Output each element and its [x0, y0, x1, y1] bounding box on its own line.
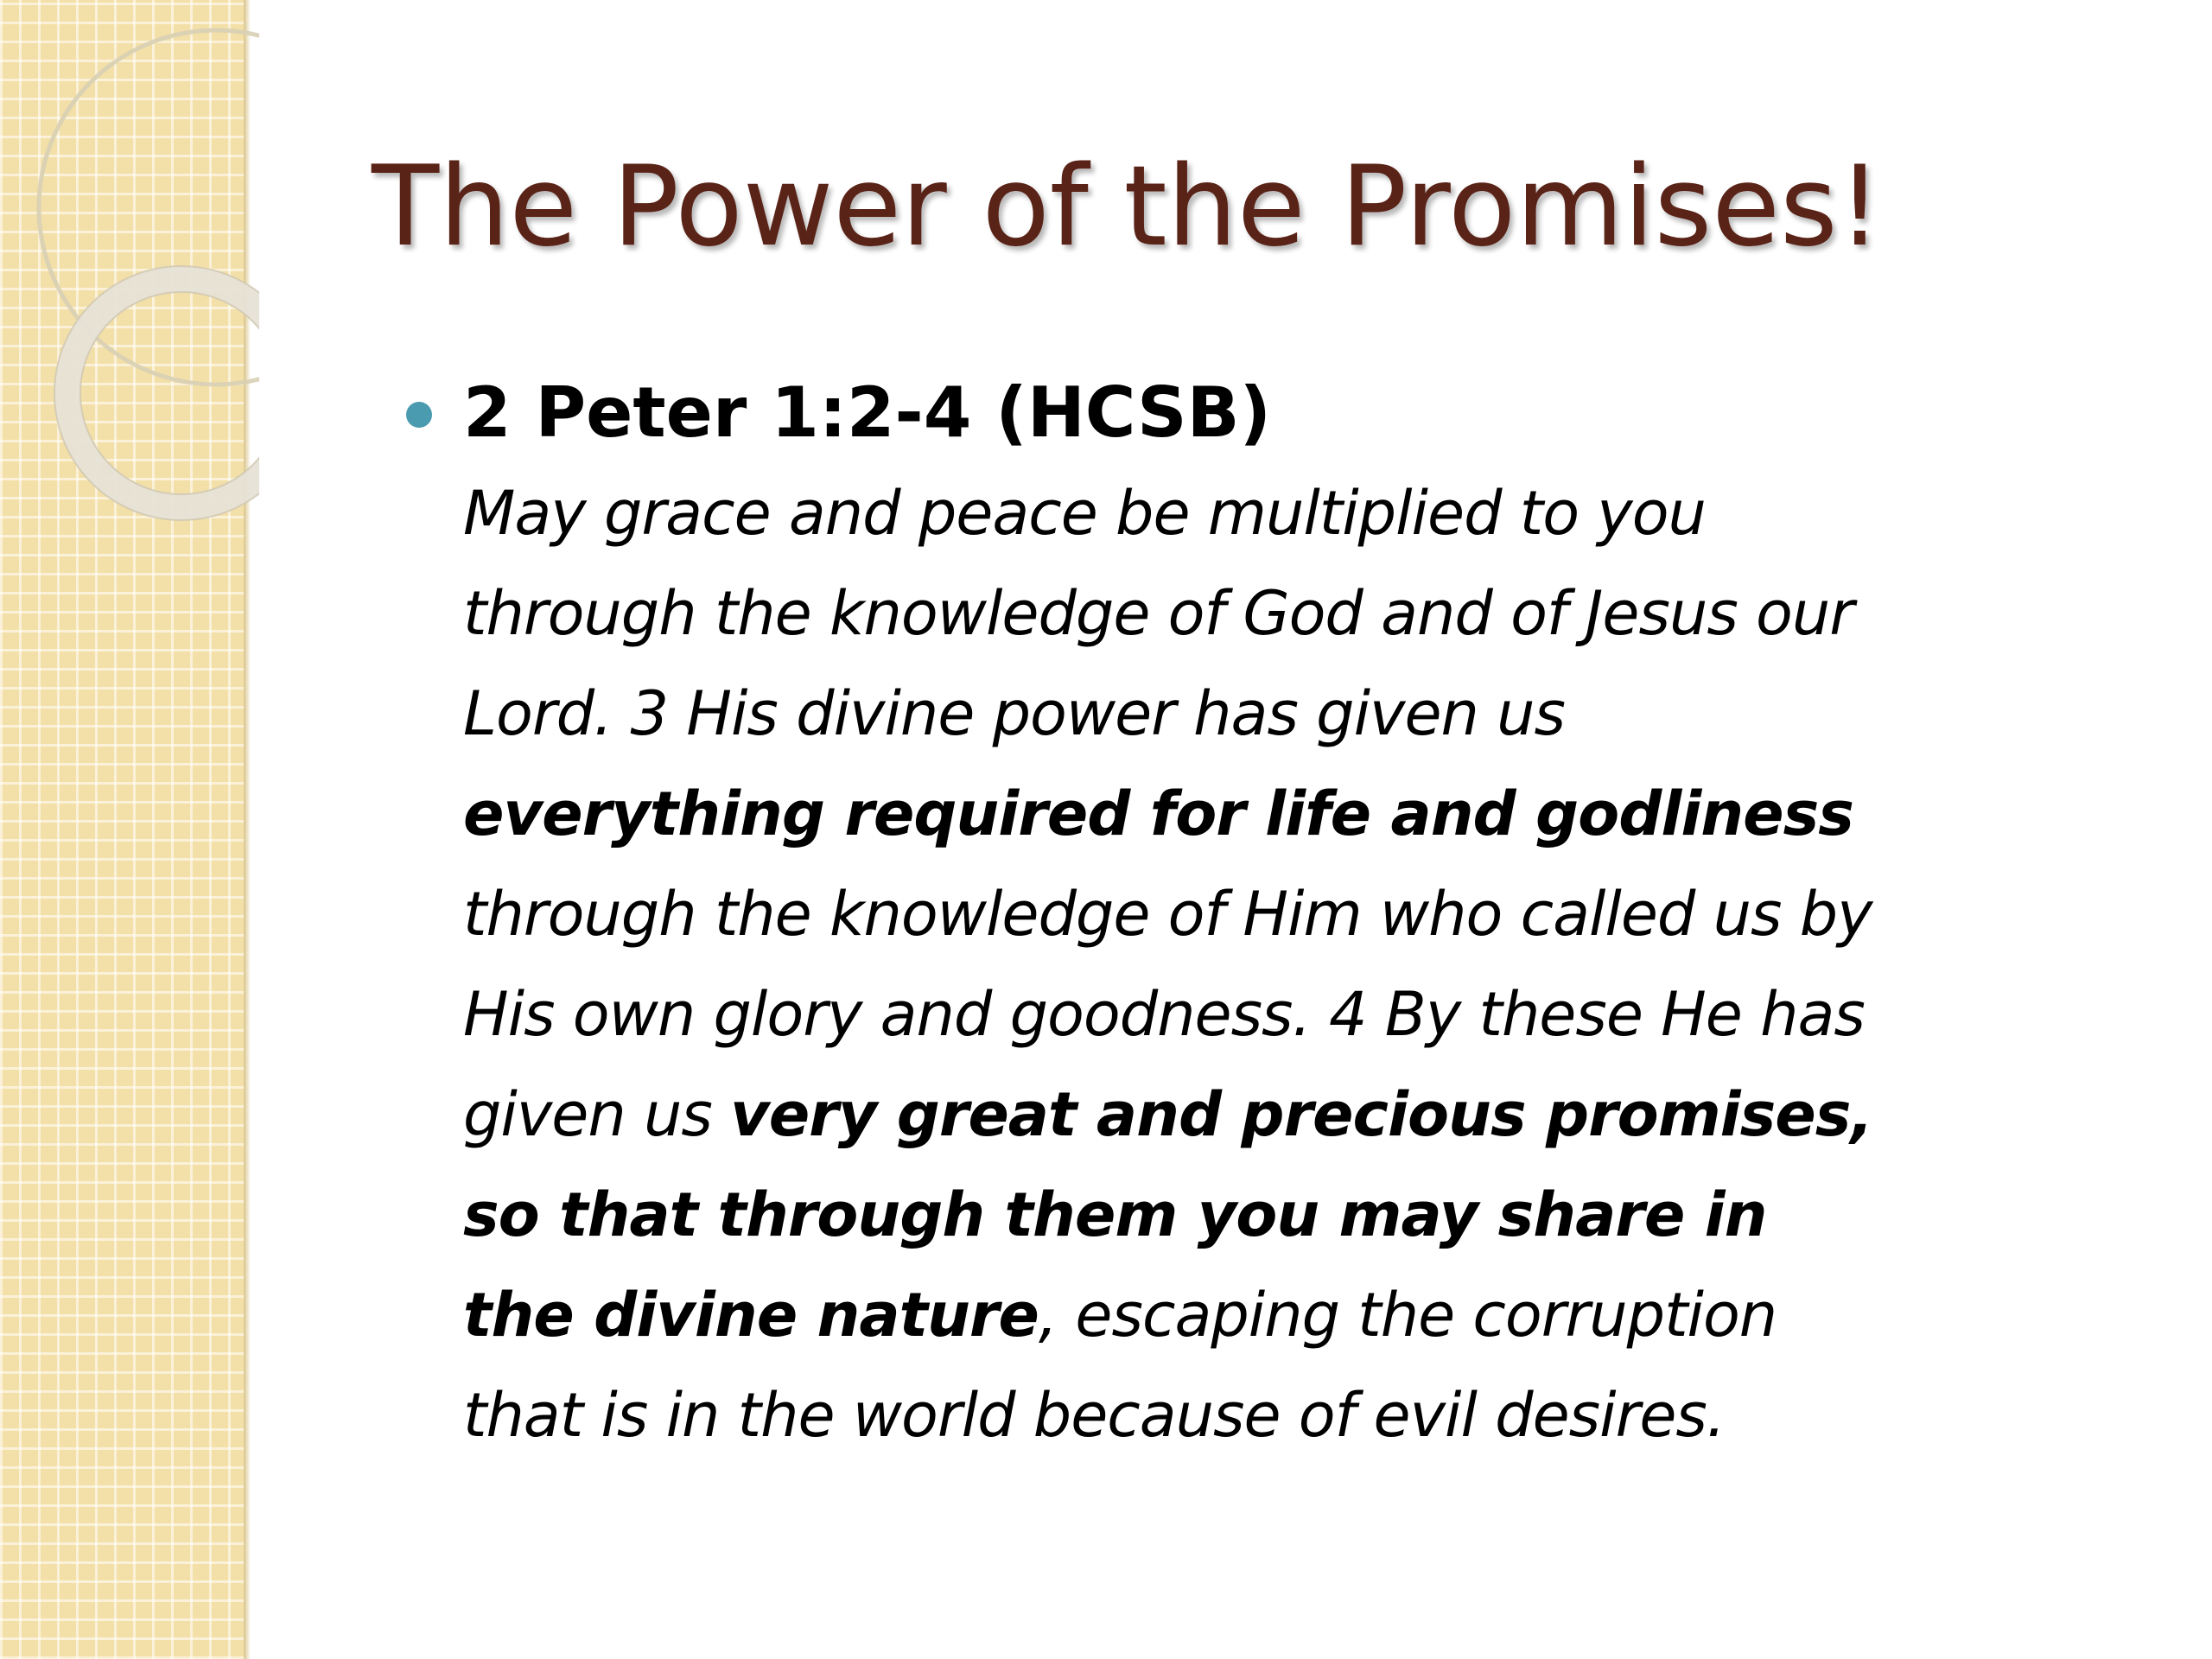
verse-line: [463, 1365, 2174, 1465]
verse-line: [463, 1065, 2174, 1165]
verse-emphasis: the divine nature: [463, 1280, 1039, 1351]
verse-emphasis: everything required for life and godliness: [463, 779, 1853, 849]
slide-title: The Power of the Promises!: [372, 143, 1882, 271]
bullet-dot-icon: [406, 402, 432, 428]
ring-decoration-icon: [0, 0, 259, 553]
scripture-text: [463, 463, 2174, 1465]
verse-line: [463, 764, 2174, 864]
verse-line: [463, 1265, 2174, 1365]
verse-line: [463, 463, 2174, 563]
verse-line: [463, 1165, 2174, 1265]
verse-line: [463, 964, 2174, 1065]
verse-line: [463, 664, 2174, 764]
scripture-reference: 2 Peter 1:2-4 (HCSB): [463, 372, 1272, 453]
bullet-body: [463, 363, 2174, 1465]
verse-emphasis: very great and precious promises,: [730, 1079, 1873, 1150]
verse-line: [463, 864, 2174, 964]
verse-segment: through the knowledge of God and of Jesus our: [463, 578, 1854, 649]
verse-segment: through the knowledge of Him who called us by: [463, 879, 1872, 950]
verse-segment: May grace and peace be multiplied to you: [463, 478, 1706, 549]
verse-line: [463, 563, 2174, 664]
verse-segment: His own glory and goodness. 4 By these He has: [463, 979, 1865, 1050]
verse-emphasis: so that through them you may share in: [463, 1179, 1767, 1250]
verse-segment: that is in the world because of evil desires.: [463, 1380, 1726, 1451]
verse-segment: given us: [463, 1079, 731, 1150]
verse-segment: , escaping the corruption: [1038, 1280, 1777, 1351]
verse-segment: Lord. 3 His divine power has given us: [463, 678, 1565, 749]
ring-thick: [67, 279, 259, 507]
